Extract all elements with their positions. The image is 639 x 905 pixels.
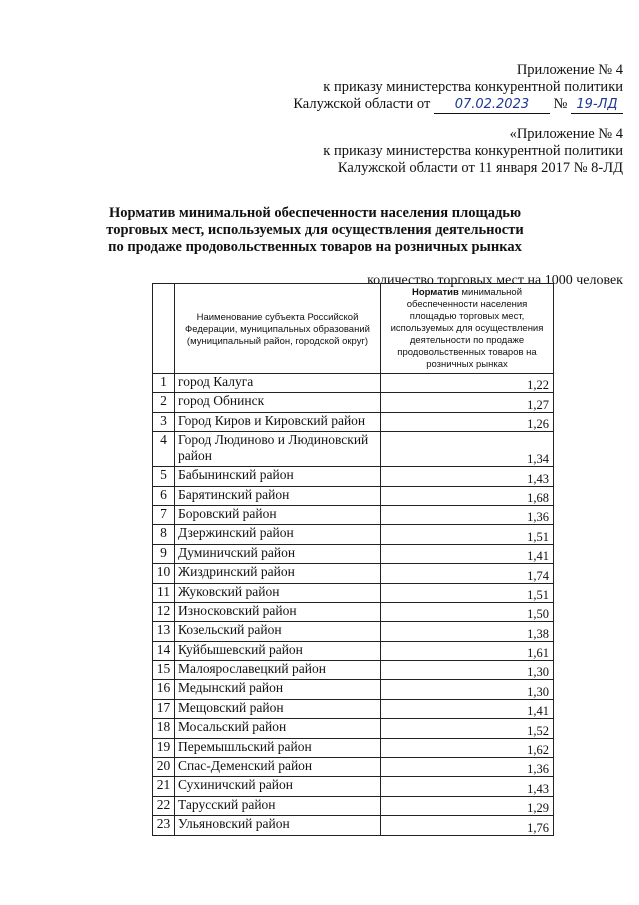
row-norm-value: 1,43 (381, 777, 554, 796)
row-norm-value: 1,34 (381, 432, 554, 467)
handwritten-number: 19-ЛД (571, 96, 623, 114)
row-norm-value: 1,52 (381, 719, 554, 738)
row-norm-value: 1,36 (381, 505, 554, 524)
row-municipality: Медынский район (175, 680, 381, 699)
row-number: 22 (153, 796, 175, 815)
norms-table (152, 283, 554, 836)
row-norm-value: 1,29 (381, 796, 554, 815)
table-row (153, 680, 554, 699)
header-name-cell: Наименование субъекта Российской Федерации, муниципальных образований (муниципальный район, городской округ) (175, 284, 381, 374)
row-norm-value: 1,30 (381, 661, 554, 680)
row-number: 14 (153, 641, 175, 660)
table-row (153, 641, 554, 660)
row-number: 8 (153, 525, 175, 544)
table-row (153, 602, 554, 621)
order-reference: к приказу министерства конкурентной политики (323, 79, 623, 95)
row-number: 18 (153, 719, 175, 738)
row-number: 4 (153, 432, 175, 467)
row-norm-value: 1,61 (381, 641, 554, 660)
previous-order-date: Калужской области от 11 января 2017 № 8-ЛД (337, 160, 623, 176)
row-number: 3 (153, 412, 175, 431)
row-norm-value: 1,50 (381, 602, 554, 621)
row-number: 5 (153, 467, 175, 486)
appendix-number: Приложение № 4 (516, 62, 623, 78)
row-norm-value: 1,76 (381, 816, 554, 835)
row-number: 15 (153, 661, 175, 680)
row-number: 13 (153, 622, 175, 641)
header-number-cell (153, 284, 175, 374)
row-municipality: Думиничский район (175, 544, 381, 563)
table-row (153, 564, 554, 583)
header-norm-rest: минимальной обеспеченности населения площадью торговых мест, используемых для осуществления деятельности по продаже продовольственных товаров на розничных рынках (390, 287, 544, 370)
row-norm-value: 1,62 (381, 738, 554, 757)
row-number: 7 (153, 505, 175, 524)
row-norm-value: 1,36 (381, 758, 554, 777)
row-municipality: город Обнинск (175, 393, 381, 412)
table-row (153, 525, 554, 544)
row-norm-value: 1,27 (381, 393, 554, 412)
table-row (153, 777, 554, 796)
previous-order-reference: к приказу министерства конкурентной политики (323, 143, 623, 159)
table-row (153, 467, 554, 486)
row-municipality: Тарусский район (175, 796, 381, 815)
row-norm-value: 1,22 (381, 374, 554, 393)
row-municipality: Город Людиново и Людиновский район (175, 432, 381, 467)
row-number: 12 (153, 602, 175, 621)
row-municipality: Перемышльский район (175, 738, 381, 757)
row-norm-value: 1,30 (381, 680, 554, 699)
table-row (153, 796, 554, 815)
row-number: 17 (153, 699, 175, 718)
row-number: 19 (153, 738, 175, 757)
row-number: 6 (153, 486, 175, 505)
row-municipality: Сухиничский район (175, 777, 381, 796)
row-norm-value: 1,41 (381, 699, 554, 718)
row-norm-value: 1,41 (381, 544, 554, 563)
table-row (153, 393, 554, 412)
row-number: 21 (153, 777, 175, 796)
header-norm-bold: Норматив (411, 287, 459, 298)
row-number: 2 (153, 393, 175, 412)
row-municipality: Жиздринский район (175, 564, 381, 583)
previous-appendix-number: «Приложение № 4 (509, 126, 623, 142)
table-row (153, 661, 554, 680)
row-municipality: Боровский район (175, 505, 381, 524)
row-number: 10 (153, 564, 175, 583)
table-row (153, 583, 554, 602)
table-body (153, 374, 554, 836)
row-norm-value: 1,68 (381, 486, 554, 505)
row-norm-value: 1,74 (381, 564, 554, 583)
row-municipality: город Калуга (175, 374, 381, 393)
table-row (153, 544, 554, 563)
row-number: 20 (153, 758, 175, 777)
row-municipality: Спас-Деменский район (175, 758, 381, 777)
table-row (153, 374, 554, 393)
row-number: 23 (153, 816, 175, 835)
row-number: 16 (153, 680, 175, 699)
order-date-line (293, 96, 623, 114)
row-number: 1 (153, 374, 175, 393)
row-norm-value: 1,38 (381, 622, 554, 641)
row-municipality: Дзержинский район (175, 525, 381, 544)
row-norm-value: 1,26 (381, 412, 554, 431)
header-norm-cell (381, 284, 554, 374)
row-municipality: Бабынинский район (175, 467, 381, 486)
row-municipality: Барятинский район (175, 486, 381, 505)
table-row (153, 699, 554, 718)
row-municipality: Мещовский район (175, 699, 381, 718)
row-municipality: Износковский район (175, 602, 381, 621)
table-row (153, 738, 554, 757)
row-municipality: Город Киров и Кировский район (175, 412, 381, 431)
table-row (153, 719, 554, 738)
table-row (153, 432, 554, 467)
table-row (153, 622, 554, 641)
row-municipality: Малоярославецкий район (175, 661, 381, 680)
row-municipality: Козельский район (175, 622, 381, 641)
order-number-prefix: № (553, 96, 568, 112)
row-number: 9 (153, 544, 175, 563)
row-municipality: Куйбышевский район (175, 641, 381, 660)
row-municipality: Ульяновский район (175, 816, 381, 835)
document-title: Норматив минимальной обеспеченности населения площадью торговых мест, используемых для осуществления деятельности по продаже продовольственных товаров на розничных рынках (106, 205, 524, 255)
row-number: 11 (153, 583, 175, 602)
appendix-header-previous (323, 126, 623, 177)
handwritten-date: 07.02.2023 (434, 96, 550, 114)
row-municipality: Мосальский район (175, 719, 381, 738)
order-date-prefix: Калужской области от (293, 96, 431, 112)
table-header-row (153, 284, 554, 374)
table-row (153, 758, 554, 777)
table-row (153, 505, 554, 524)
table-row (153, 486, 554, 505)
table-row (153, 412, 554, 431)
appendix-header-current (293, 62, 623, 114)
table-row (153, 816, 554, 835)
row-norm-value: 1,43 (381, 467, 554, 486)
row-norm-value: 1,51 (381, 583, 554, 602)
row-municipality: Жуковский район (175, 583, 381, 602)
unit-note: количество торговых мест на 1000 человек (367, 273, 623, 288)
row-norm-value: 1,51 (381, 525, 554, 544)
